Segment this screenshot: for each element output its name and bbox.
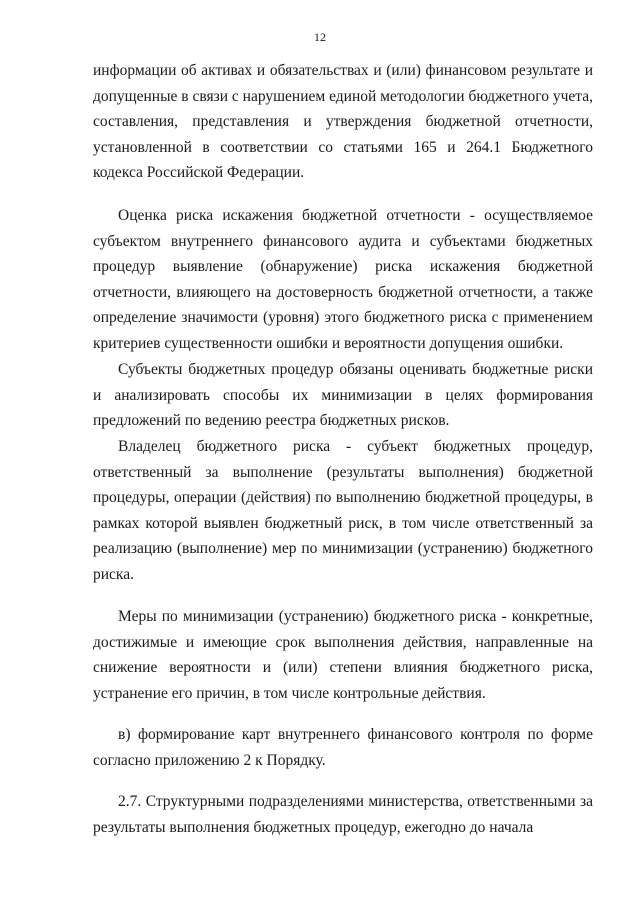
paragraph-item-v: в) формирование карт внутреннего финансового контроля по форме согласно приложению 2 к Порядку. <box>93 726 593 769</box>
page-number: 12 <box>314 30 326 44</box>
paragraph-mitigation-measures: Меры по минимизации (устранению) бюджетного риска - конкретные, достижимые и имеющие срок выполнения действия, направленные на снижение вероятности и (или) степени влияния бюджетного риска, устранение его причин, в том числе контрольные действия. <box>93 608 593 702</box>
paragraph-subjects-obligations: Субъекты бюджетных процедур обязаны оценивать бюджетные риски и анализировать способы их минимизации в целях формирования предложений по ведению реестра бюджетных рисков. <box>93 361 593 429</box>
paragraph-risk-assessment-definition: Оценка риска искажения бюджетной отчетности - осуществляемое субъектом внутреннего финансового аудита и субъектами бюджетных процедур выявление (обнаружение) риска искажения бюджетной отчетности, влияющего на достоверность бюджетной отчетности, а также определение значимости (уровня) этого бюджетного риска с применением критериев существенности ошибки и вероятности допущения ошибки. <box>93 207 593 352</box>
paragraph-continuation: информации об активах и обязательствах и (или) финансовом результате и допущенные в связи с нарушением единой методологии бюджетного учета, составления, представления и утверждения бюджетной отчетности, установленной в соответствии со статьями 165 и 264.1 Бюджетного кодекса Российской Федерации. <box>93 62 593 181</box>
paragraph-risk-owner-definition: Владелец бюджетного риска - субъект бюджетных процедур, ответственный за выполнение (результаты выполнения) бюджетной процедуры, операции (действия) по выполнению бюджетной процедуры, в рамках которой выявлен бюджетный риск, в том числе ответственный за реализацию (выполнение) мер по минимизации (устранению) бюджетного риска. <box>93 438 593 583</box>
paragraph-section-2-7: 2.7. Структурными подразделениями министерства, ответственными за результаты выполнения бюджетных процедур, ежегодно до начала <box>93 793 593 836</box>
